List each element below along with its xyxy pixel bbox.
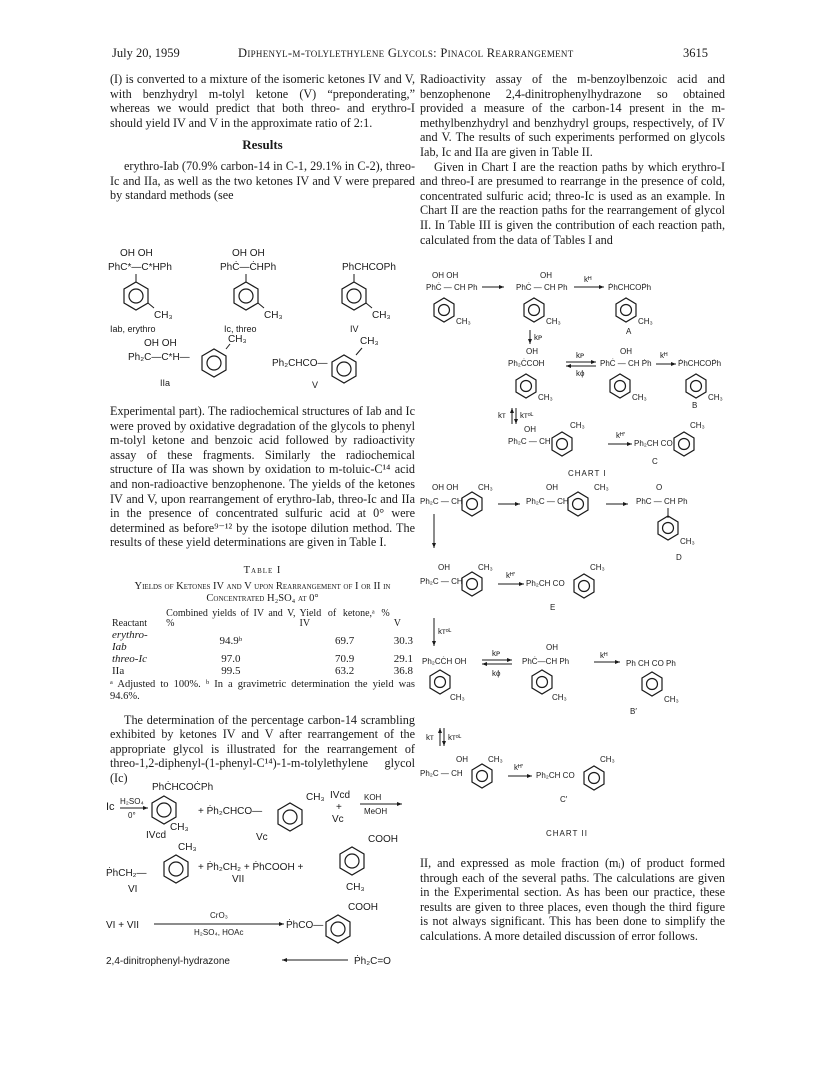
ic-methyl: CH₃ (264, 310, 283, 321)
chart2-kp: kᴘ (492, 649, 501, 658)
chart2-oh-4: OH (456, 755, 468, 764)
chart2-oh-1: OH (546, 483, 558, 492)
chart-2 (414, 478, 724, 840)
chart1-label: CHART I (568, 469, 607, 478)
chart1-ch3: CH₃ (538, 393, 553, 402)
chart2-t3: PhC — CH Ph (636, 497, 688, 506)
right-column-top (420, 72, 725, 247)
chart2-t1: Ph₂C — CH (420, 497, 463, 506)
iab-backbone: PhC*—C*HPh (108, 262, 172, 273)
scheme-cooh-2: COOH (348, 902, 378, 913)
chart1-b: B (692, 401, 698, 410)
scheme-acid: H₂SO₄, HOAc (194, 928, 244, 937)
chart2-ch3: CH₃ (590, 563, 605, 572)
left-paragraph-1: (I) is converted to a mixture of the isomeric ketones IV and V, with benzhydryl m-tolyl ketone (V) “preponderating,” whereas we would predict that both threo- and erythro-I should yield IV and V in the approximate ratio of 2:1. (110, 72, 415, 130)
ic-hydroxyls: OH OH (232, 248, 265, 259)
scheme-dnp: 2,4-dinitrophenyl-hydrazone (106, 956, 230, 967)
table1-cell: IIa (112, 664, 125, 677)
scheme-plus: + (336, 802, 342, 813)
table1-cell: 63.2 (335, 664, 355, 677)
chart2-t10: Ph₂CH CO (536, 771, 575, 780)
ic-ring (234, 282, 258, 310)
scheme-koh: KOH (364, 793, 382, 802)
chart1-s2: PhĊ — CH Ph (516, 283, 568, 292)
chart1-kp-2: kᴘ (576, 351, 585, 360)
chart1-ch3: CH₃ (638, 317, 653, 326)
chart1-kt: kᴛ (498, 411, 506, 420)
table1-caption: Yields of Ketones IV and V upon Rearrangement of I or II in Concentrated H₂SO₄ at 0° (134, 580, 391, 604)
chart2-kh2: kᴴ (600, 651, 608, 660)
chart1-ch3: CH₃ (708, 393, 723, 402)
v-label: V (312, 380, 319, 390)
chart2-ch3: CH₃ (478, 483, 493, 492)
running-date: July 20, 1959 (112, 46, 180, 60)
chart2-ch3: CH₃ (552, 693, 567, 702)
right-paragraph-1: Radioactivity assay of the m-benzoylbenzoic acid and benzophenone 2,4-dinitrophenylhydrazone so obtained provided a measure of the carbon-14 present in the m-methylbenzhydryl and benzhydryl groups, respectively, of IV and V. The results of such experiments performed on glycols Iab, Ic and IIa are given in Table II. (420, 72, 725, 159)
chart2-t6: Ph₂CĊH OH (422, 657, 467, 666)
scheme-ivcd-2: IVcd (330, 790, 351, 801)
v-formula: Ph₂CHCO— (272, 358, 328, 369)
iia-label: IIa (160, 378, 171, 388)
scheme-ketone: PhĊHCOĊPh (152, 782, 214, 793)
table1-cell: 69.7 (335, 634, 355, 647)
scheme-methyl-4: CH₃ (346, 882, 365, 893)
scheme-ivcd: IVcd (146, 830, 167, 841)
iv-label: IV (350, 324, 359, 334)
v-methyl: CH₃ (360, 336, 379, 347)
scheme-meoh: MeOH (364, 807, 388, 816)
scheme-cro3: CrO₃ (210, 911, 228, 920)
chart1-s8: Ph₂CH CO (634, 439, 673, 448)
iv-ring (342, 282, 366, 310)
chart2-t3-oxygen: O (656, 483, 663, 492)
scheme-vii-label: VII (232, 874, 245, 885)
chart2-ch3: CH₃ (664, 695, 679, 704)
degradation-scheme (106, 778, 418, 970)
chart1-kh3: kᴴ' (616, 431, 625, 440)
table-row (110, 629, 415, 653)
chart2-e: E (550, 603, 556, 612)
table1-cell: erythro-Iab (112, 628, 148, 653)
chart1-ch3: CH₃ (546, 317, 561, 326)
left-paragraph-4: The determination of the percentage carbon-14 scrambling exhibited by ketones IV and V after rearrangement of the appropriate glycol is illustrated for the rearrangement of threo-1,2-diphenyl-(1-phenyl-C¹⁴)-1-m-tolylethylene glycol (Ic) (110, 712, 415, 785)
table1-cell: 70.9 (335, 652, 355, 665)
scheme-cooh-1: COOH (368, 834, 398, 845)
iab-hydroxyls: OH OH (120, 248, 153, 259)
chart2-kphi: kϕ (492, 669, 501, 678)
right-paragraph-3: II, and expressed as mole fraction (mᵢ) of product formed through each of the several paths. The calculations are given in the Experimental section. As has been our practice, these results are given to three places, even though the third figure is not always significant. This has been done to simplify the calculations. A more detailed discussion of error follows. (420, 856, 725, 943)
page-number: 3615 (683, 46, 708, 60)
chart2-t2: Ph₂C — CH (526, 497, 569, 506)
chart2-label: CHART II (546, 829, 588, 838)
left-column-top (110, 72, 415, 203)
scheme-vc: Vc (256, 832, 268, 843)
scheme-methyl-1: CH₃ (170, 822, 189, 833)
chart2-t4: Ph₂C — CH (420, 577, 463, 586)
chart2-kh: kᴴ' (506, 571, 515, 580)
running-title: Diphenyl-m-tolylethylene Glycols: Pinacol Rearrangement (238, 46, 574, 60)
structures-figure (108, 244, 418, 392)
chart1-s3: ṖhCHCOṖh (608, 283, 652, 292)
table1-col-combined: Combined yields of IV and V, % (166, 607, 296, 629)
table1-footnote: ᵃ Adjusted to 100%. ᵇ In a gravimetric determination the yield was 94.6%. (110, 678, 415, 702)
scheme-temp: 0° (128, 811, 136, 820)
chart2-kh3: kᴴ' (514, 763, 523, 772)
table1-col-reactant: Reactant (112, 617, 147, 629)
chart2-kt: kᴛ (426, 733, 434, 742)
scheme-ring-vi (164, 855, 188, 883)
scheme-ring-toluic (340, 847, 364, 875)
chart1-s7: Ph₂C — CH (508, 437, 551, 446)
chart1-s4: Ph₂ĊCOH (508, 359, 545, 368)
chart2-ch3: CH₃ (594, 483, 609, 492)
chart2-t1-hydroxyls: OH OH (432, 483, 459, 492)
table1-col-iv: Yield of ketone,ᵃ % IV (299, 607, 390, 629)
table1-header-row (110, 609, 415, 629)
scheme-ring-benzoyl (326, 915, 350, 943)
scheme-plus-v: + Ṗh₂CHCO— (198, 806, 263, 817)
chart1-c: C (652, 457, 658, 466)
results-heading: Results (242, 137, 283, 153)
chart2-t9: Ph₂C — CH (420, 769, 463, 778)
iab-label: Iab, erythro (110, 324, 156, 334)
chart1-oh-3: OH (524, 425, 536, 434)
left-paragraph-3: Experimental part). The radiochemical structures of Iab and Ic were proved by oxidative degradation of the glycols to phenyl m-tolyl ketone and benzoic acid followed by radioactivity assay of these fragments. Similarly the radiochemical structure of IIa was shown by oxidation to m-toluic-C¹⁴ acid and non-radioactive benzophenone. The yields of the ketones IV and V, upon rearrangement of erythro-Iab, threo-Ic and IIa in the presence of concentrated sulfuric acid at 0° were determined as before⁹⁻¹² by the isotope dilution method. The results of these yield determinations are given in Table I. (110, 404, 415, 550)
scheme-vi-label: VI (128, 884, 138, 895)
chart1-s1-hydroxyls: OH OH (432, 271, 459, 280)
chart1-ch3: CH₃ (632, 393, 647, 402)
chart2-ch3: CH₃ (600, 755, 615, 764)
table-row (110, 653, 415, 665)
iia-ring (202, 349, 226, 377)
chart2-bp: B′ (630, 707, 637, 716)
chart2-oh-3: OH (546, 643, 558, 652)
scheme-vi: ṖhCH₂— (106, 868, 147, 879)
chart2-ktol: kᴛᵒᴸ (438, 627, 452, 636)
chart2-oh-2: OH (438, 563, 450, 572)
chart1-kh2: kᴴ (660, 351, 668, 360)
right-paragraph-2: Given in Chart I are the reaction paths by which erythro-I and threo-I are presumed to rearrange in the presence of cold, concentrated sulfuric acid; threo-Ic is used as an example. In Chart II are the reaction paths for the rearrangement of glycol II. In Table III is given the contribution of each reaction path, calculated from the data of Tables I and (420, 159, 725, 247)
chart1-s2-hydroxyl: OH (540, 271, 552, 280)
table1-cell: threo-Ic (112, 652, 148, 665)
scheme-ring-ivcd (152, 796, 176, 824)
chart1-ch3: CH₃ (456, 317, 471, 326)
table1-cell: 29.1 (393, 652, 413, 665)
chart2-d: D (676, 553, 682, 562)
iia-methyl: CH₃ (228, 334, 247, 345)
chart1-kp: kᴘ (534, 333, 543, 342)
scheme-ring-vc (278, 803, 302, 831)
table-row (110, 665, 415, 677)
iv-formula: PhCHCOPh (342, 262, 396, 273)
left-column-middle (110, 404, 415, 786)
left-paragraph-2: erythro-Iab (70.9% carbon-14 in C-1, 29.1% in C-2), threo-Ic and IIa, as well as the two ketones IV and V were prepared by standard methods (see (110, 158, 415, 203)
chart-1 (420, 268, 740, 480)
table1-cell: 99.5 (221, 664, 241, 677)
scheme-phco: ṖhCO— (286, 920, 324, 931)
scheme-reagent: H₂SO₄ (120, 797, 144, 806)
table1-cell: 30.3 (393, 634, 413, 647)
table1-title: Table I (243, 564, 282, 576)
iab-methyl: CH₃ (154, 310, 173, 321)
chart2-ch3: CH₃ (478, 563, 493, 572)
chart2-ch3: CH₃ (450, 693, 465, 702)
table1-cell: 94.9ᵇ (219, 634, 243, 647)
chart2-t7: PhĊ—CH Ph (522, 657, 570, 666)
scheme-ic: Ic (106, 801, 115, 813)
ic-label: Ic, threo (224, 324, 257, 334)
chart2-ch3: CH₃ (680, 537, 695, 546)
chart2-ch3: CH₃ (488, 755, 503, 764)
chart2-ktol-2: kᴛᵒᴸ (448, 733, 462, 742)
ic-backbone: PhĊ—ĊHPh (220, 262, 277, 273)
chart1-ch3: CH₃ (690, 421, 705, 430)
table1-col-v: V (393, 617, 401, 629)
table1-cell: 36.8 (393, 664, 413, 677)
scheme-benzophenone: Ṗh₂C=O (354, 956, 391, 967)
iia-backbone: Ph₂C—C*H— (128, 352, 190, 363)
chart1-a: A (626, 327, 632, 336)
chart2-cp: C′ (560, 795, 568, 804)
chart1-s1: PhĊ — CH Ph (426, 283, 478, 292)
table1 (110, 609, 415, 677)
chart1-ktol: kᴛᵒᴸ (520, 411, 534, 420)
chart1-oh-2: OH (620, 347, 632, 356)
scheme-vc-2: Vc (332, 814, 344, 825)
chart2-t5: Ph₂CH CO (526, 579, 565, 588)
right-column-bottom (420, 856, 725, 944)
scheme-vii: + Ṗh₂CH₂ + ṖhCOOH + (198, 862, 304, 873)
chart1-s6: ṖhCHCOṖh (678, 359, 722, 368)
iv-methyl: CH₃ (372, 310, 391, 321)
table1-cell: 97.0 (221, 652, 241, 665)
iia-hydroxyls: OH OH (144, 338, 177, 349)
scheme-methyl-2: CH₃ (306, 792, 325, 803)
chart1-ch3: CH₃ (570, 421, 585, 430)
chart1-kh: kᴴ (584, 275, 592, 284)
iab-ring (124, 282, 148, 310)
chart1-kphi: kϕ (576, 369, 585, 378)
scheme-methyl-3: CH₃ (178, 842, 197, 853)
chart1-s5: PhĊ — CH Ṗh (600, 359, 652, 368)
chart1-oh-1: OH (526, 347, 538, 356)
chart2-t8: Ph CH CO Ph (626, 659, 676, 668)
v-ring (332, 355, 356, 383)
scheme-vi-vii: VI + VII (106, 920, 140, 931)
